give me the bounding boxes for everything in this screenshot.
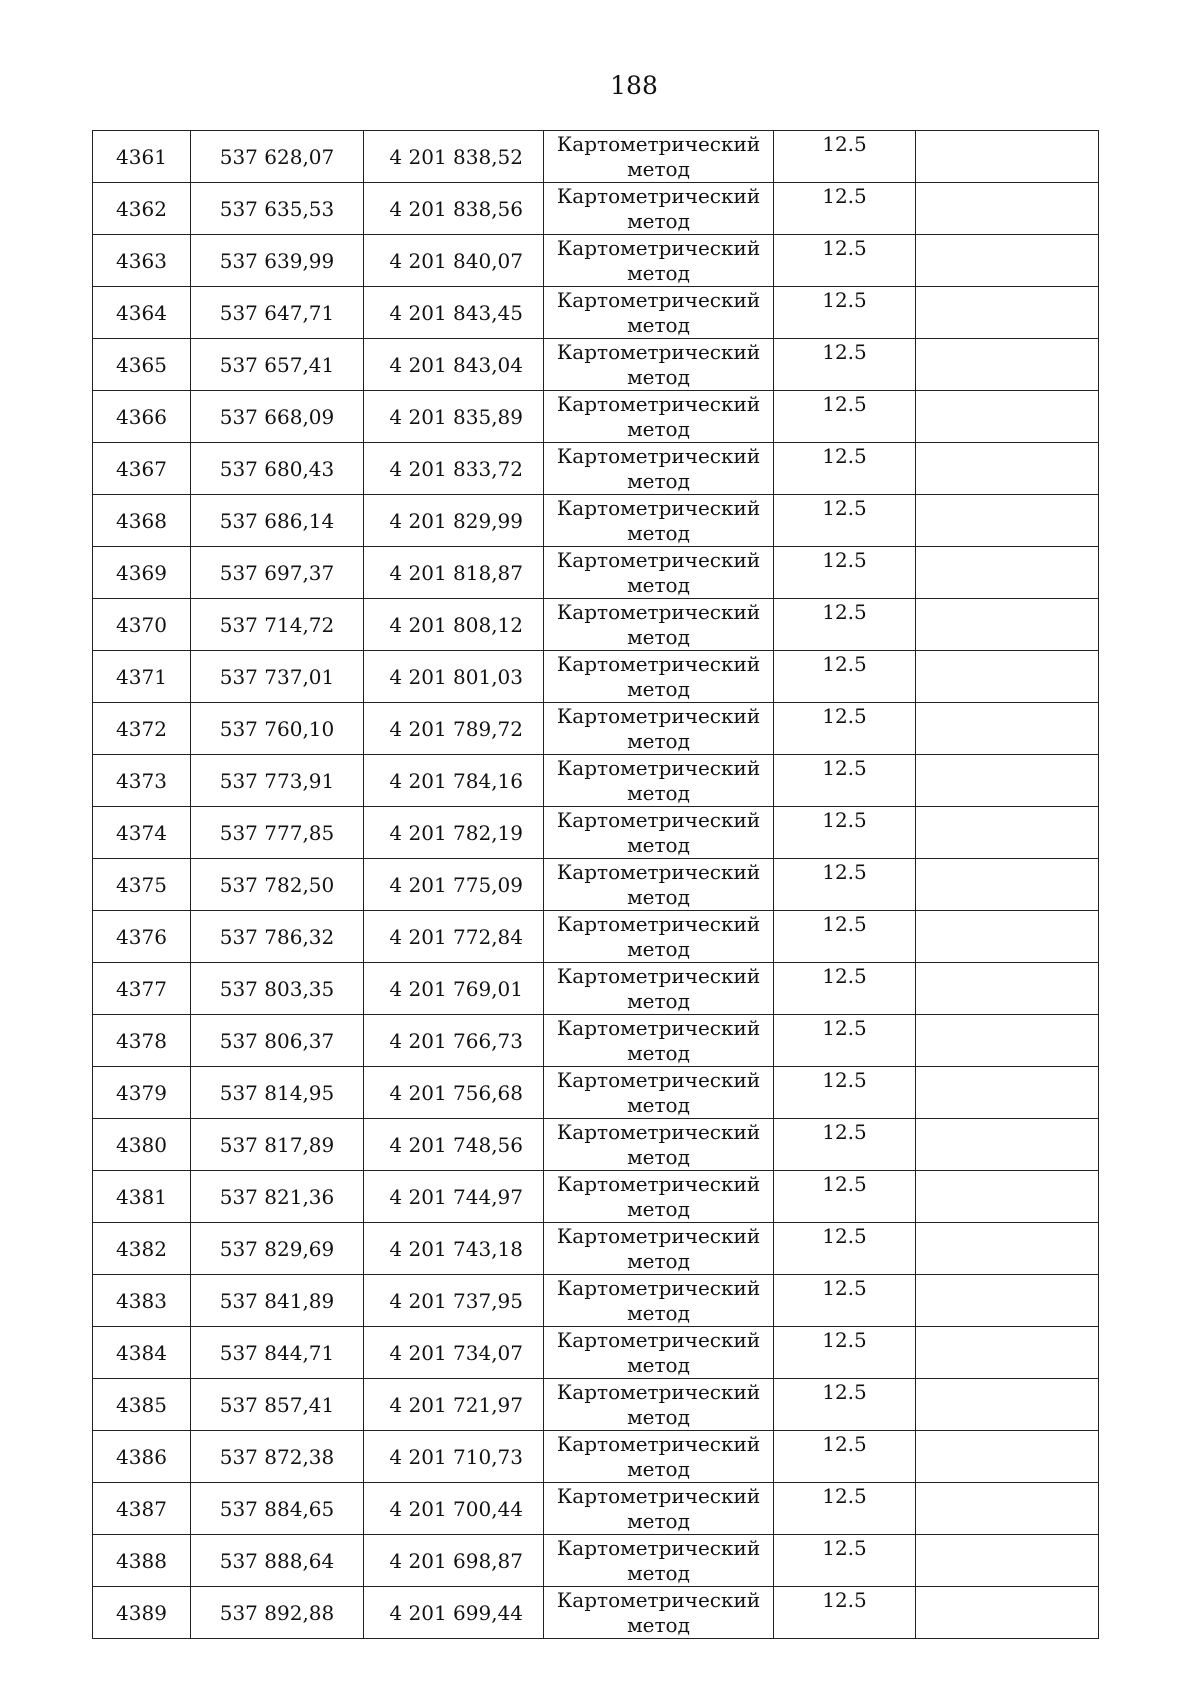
method-cell <box>544 807 774 859</box>
empty-cell <box>916 1379 1099 1431</box>
method-line-1: Картометрический <box>556 1484 761 1508</box>
table-row <box>93 703 1099 755</box>
point-number-cell: 4364 <box>93 287 191 339</box>
table-row <box>93 807 1099 859</box>
method-cell <box>544 131 774 183</box>
point-number-cell: 4368 <box>93 495 191 547</box>
coordinates-table <box>92 130 1099 1639</box>
y-coordinate-cell: 4 201 838,56 <box>364 183 544 235</box>
table-row <box>93 911 1099 963</box>
method-cell <box>544 859 774 911</box>
accuracy-cell: 12.5 <box>774 1119 916 1171</box>
method-cell <box>544 703 774 755</box>
accuracy-cell: 12.5 <box>774 1327 916 1379</box>
point-number-cell: 4383 <box>93 1275 191 1327</box>
accuracy-cell: 12.5 <box>774 443 916 495</box>
method-line-2: метод <box>627 209 690 233</box>
accuracy-cell: 12.5 <box>774 1483 916 1535</box>
method-cell <box>544 443 774 495</box>
method-line-2: метод <box>627 1405 690 1429</box>
table-row <box>93 287 1099 339</box>
accuracy-cell: 12.5 <box>774 1379 916 1431</box>
x-coordinate-cell: 537 714,72 <box>191 599 364 651</box>
method-line-1: Картометрический <box>556 184 761 208</box>
method-line-2: метод <box>627 1613 690 1637</box>
point-number-cell: 4369 <box>93 547 191 599</box>
accuracy-cell: 12.5 <box>774 599 916 651</box>
table-row <box>93 1275 1099 1327</box>
point-number-cell: 4386 <box>93 1431 191 1483</box>
method-line-1: Картометрический <box>556 652 761 676</box>
x-coordinate-cell: 537 844,71 <box>191 1327 364 1379</box>
table-row <box>93 235 1099 287</box>
table-row <box>93 1067 1099 1119</box>
method-line-2: метод <box>627 989 690 1013</box>
x-coordinate-cell: 537 635,53 <box>191 183 364 235</box>
point-number-cell: 4380 <box>93 1119 191 1171</box>
y-coordinate-cell: 4 201 756,68 <box>364 1067 544 1119</box>
method-line-2: метод <box>627 469 690 493</box>
y-coordinate-cell: 4 201 833,72 <box>364 443 544 495</box>
method-line-2: метод <box>627 677 690 701</box>
empty-cell <box>916 235 1099 287</box>
empty-cell <box>916 1587 1099 1639</box>
page-number: 188 <box>610 71 658 100</box>
method-cell <box>544 1275 774 1327</box>
method-line-2: метод <box>627 1353 690 1377</box>
method-cell <box>544 1379 774 1431</box>
method-line-2: метод <box>627 833 690 857</box>
accuracy-cell: 12.5 <box>774 755 916 807</box>
y-coordinate-cell: 4 201 748,56 <box>364 1119 544 1171</box>
method-line-2: метод <box>627 1509 690 1533</box>
y-coordinate-cell: 4 201 843,04 <box>364 339 544 391</box>
empty-cell <box>916 443 1099 495</box>
empty-cell <box>916 131 1099 183</box>
empty-cell <box>916 1223 1099 1275</box>
method-line-1: Картометрический <box>556 860 761 884</box>
table-row <box>93 1119 1099 1171</box>
y-coordinate-cell: 4 201 801,03 <box>364 651 544 703</box>
y-coordinate-cell: 4 201 843,45 <box>364 287 544 339</box>
point-number-cell: 4361 <box>93 131 191 183</box>
empty-cell <box>916 651 1099 703</box>
method-cell <box>544 495 774 547</box>
empty-cell <box>916 859 1099 911</box>
accuracy-cell: 12.5 <box>774 1587 916 1639</box>
method-line-1: Картометрический <box>556 548 761 572</box>
method-line-1: Картометрический <box>556 444 761 468</box>
point-number-cell: 4388 <box>93 1535 191 1587</box>
point-number-cell: 4362 <box>93 183 191 235</box>
empty-cell <box>916 495 1099 547</box>
accuracy-cell: 12.5 <box>774 911 916 963</box>
method-cell <box>544 287 774 339</box>
x-coordinate-cell: 537 821,36 <box>191 1171 364 1223</box>
x-coordinate-cell: 537 857,41 <box>191 1379 364 1431</box>
empty-cell <box>916 1275 1099 1327</box>
method-line-2: метод <box>627 885 690 909</box>
table-row <box>93 859 1099 911</box>
method-line-1: Картометрический <box>556 1432 761 1456</box>
x-coordinate-cell: 537 786,32 <box>191 911 364 963</box>
y-coordinate-cell: 4 201 818,87 <box>364 547 544 599</box>
method-line-1: Картометрический <box>556 1328 761 1352</box>
method-line-1: Картометрический <box>556 340 761 364</box>
x-coordinate-cell: 537 697,37 <box>191 547 364 599</box>
method-cell <box>544 339 774 391</box>
y-coordinate-cell: 4 201 700,44 <box>364 1483 544 1535</box>
method-cell <box>544 183 774 235</box>
point-number-cell: 4379 <box>93 1067 191 1119</box>
table-row <box>93 1431 1099 1483</box>
accuracy-cell: 12.5 <box>774 1275 916 1327</box>
point-number-cell: 4376 <box>93 911 191 963</box>
point-number-cell: 4387 <box>93 1483 191 1535</box>
method-line-1: Картометрический <box>556 704 761 728</box>
accuracy-cell: 12.5 <box>774 235 916 287</box>
method-cell <box>544 1431 774 1483</box>
method-line-1: Картометрический <box>556 1588 761 1612</box>
accuracy-cell: 12.5 <box>774 547 916 599</box>
y-coordinate-cell: 4 201 840,07 <box>364 235 544 287</box>
y-coordinate-cell: 4 201 782,19 <box>364 807 544 859</box>
accuracy-cell: 12.5 <box>774 651 916 703</box>
accuracy-cell: 12.5 <box>774 287 916 339</box>
point-number-cell: 4366 <box>93 391 191 443</box>
point-number-cell: 4384 <box>93 1327 191 1379</box>
accuracy-cell: 12.5 <box>774 859 916 911</box>
x-coordinate-cell: 537 657,41 <box>191 339 364 391</box>
method-line-1: Картометрический <box>556 1172 761 1196</box>
point-number-cell: 4381 <box>93 1171 191 1223</box>
empty-cell <box>916 1067 1099 1119</box>
method-line-1: Картометрический <box>556 1120 761 1144</box>
method-line-2: метод <box>627 417 690 441</box>
empty-cell <box>916 599 1099 651</box>
table-row <box>93 1015 1099 1067</box>
table-row <box>93 1223 1099 1275</box>
method-cell <box>544 1535 774 1587</box>
x-coordinate-cell: 537 841,89 <box>191 1275 364 1327</box>
method-cell <box>544 547 774 599</box>
method-cell <box>544 1119 774 1171</box>
y-coordinate-cell: 4 201 710,73 <box>364 1431 544 1483</box>
x-coordinate-cell: 537 814,95 <box>191 1067 364 1119</box>
table-row <box>93 547 1099 599</box>
accuracy-cell: 12.5 <box>774 495 916 547</box>
method-line-1: Картометрический <box>556 236 761 260</box>
y-coordinate-cell: 4 201 769,01 <box>364 963 544 1015</box>
y-coordinate-cell: 4 201 744,97 <box>364 1171 544 1223</box>
method-line-1: Картометрический <box>556 808 761 832</box>
method-line-2: метод <box>627 1561 690 1585</box>
y-coordinate-cell: 4 201 789,72 <box>364 703 544 755</box>
method-cell <box>544 391 774 443</box>
point-number-cell: 4372 <box>93 703 191 755</box>
empty-cell <box>916 1327 1099 1379</box>
empty-cell <box>916 807 1099 859</box>
empty-cell <box>916 755 1099 807</box>
accuracy-cell: 12.5 <box>774 339 916 391</box>
empty-cell <box>916 1483 1099 1535</box>
method-line-2: метод <box>627 365 690 389</box>
table-row <box>93 131 1099 183</box>
method-line-2: метод <box>627 261 690 285</box>
table-row <box>93 963 1099 1015</box>
method-line-2: метод <box>627 625 690 649</box>
point-number-cell: 4382 <box>93 1223 191 1275</box>
point-number-cell: 4363 <box>93 235 191 287</box>
y-coordinate-cell: 4 201 838,52 <box>364 131 544 183</box>
method-line-1: Картометрический <box>556 756 761 780</box>
method-cell <box>544 1223 774 1275</box>
y-coordinate-cell: 4 201 766,73 <box>364 1015 544 1067</box>
method-line-1: Картометрический <box>556 132 761 156</box>
method-line-1: Картометрический <box>556 964 761 988</box>
table-row <box>93 1587 1099 1639</box>
x-coordinate-cell: 537 817,89 <box>191 1119 364 1171</box>
x-coordinate-cell: 537 639,99 <box>191 235 364 287</box>
table-row <box>93 599 1099 651</box>
table-row <box>93 1327 1099 1379</box>
method-line-1: Картометрический <box>556 496 761 520</box>
point-number-cell: 4378 <box>93 1015 191 1067</box>
empty-cell <box>916 963 1099 1015</box>
y-coordinate-cell: 4 201 737,95 <box>364 1275 544 1327</box>
accuracy-cell: 12.5 <box>774 183 916 235</box>
empty-cell <box>916 703 1099 755</box>
method-cell <box>544 1327 774 1379</box>
accuracy-cell: 12.5 <box>774 807 916 859</box>
method-cell <box>544 755 774 807</box>
table-row <box>93 183 1099 235</box>
accuracy-cell: 12.5 <box>774 963 916 1015</box>
method-cell <box>544 1483 774 1535</box>
method-line-2: метод <box>627 781 690 805</box>
empty-cell <box>916 911 1099 963</box>
y-coordinate-cell: 4 201 808,12 <box>364 599 544 651</box>
accuracy-cell: 12.5 <box>774 1535 916 1587</box>
accuracy-cell: 12.5 <box>774 1171 916 1223</box>
x-coordinate-cell: 537 872,38 <box>191 1431 364 1483</box>
method-line-2: метод <box>627 1041 690 1065</box>
x-coordinate-cell: 537 686,14 <box>191 495 364 547</box>
point-number-cell: 4373 <box>93 755 191 807</box>
table-row <box>93 495 1099 547</box>
method-line-2: метод <box>627 573 690 597</box>
accuracy-cell: 12.5 <box>774 1223 916 1275</box>
table-row <box>93 1379 1099 1431</box>
accuracy-cell: 12.5 <box>774 131 916 183</box>
empty-cell <box>916 1535 1099 1587</box>
method-line-1: Картометрический <box>556 392 761 416</box>
x-coordinate-cell: 537 782,50 <box>191 859 364 911</box>
point-number-cell: 4371 <box>93 651 191 703</box>
table-row <box>93 651 1099 703</box>
method-line-2: метод <box>627 313 690 337</box>
method-line-1: Картометрический <box>556 912 761 936</box>
x-coordinate-cell: 537 884,65 <box>191 1483 364 1535</box>
method-cell <box>544 1067 774 1119</box>
point-number-cell: 4367 <box>93 443 191 495</box>
point-number-cell: 4374 <box>93 807 191 859</box>
table-row <box>93 1535 1099 1587</box>
table-row <box>93 339 1099 391</box>
y-coordinate-cell: 4 201 743,18 <box>364 1223 544 1275</box>
accuracy-cell: 12.5 <box>774 1067 916 1119</box>
table-row <box>93 443 1099 495</box>
y-coordinate-cell: 4 201 775,09 <box>364 859 544 911</box>
method-cell <box>544 1587 774 1639</box>
empty-cell <box>916 1431 1099 1483</box>
x-coordinate-cell: 537 803,35 <box>191 963 364 1015</box>
x-coordinate-cell: 537 888,64 <box>191 1535 364 1587</box>
empty-cell <box>916 547 1099 599</box>
method-line-2: метод <box>627 521 690 545</box>
empty-cell <box>916 391 1099 443</box>
method-line-2: метод <box>627 157 690 181</box>
point-number-cell: 4389 <box>93 1587 191 1639</box>
x-coordinate-cell: 537 737,01 <box>191 651 364 703</box>
y-coordinate-cell: 4 201 734,07 <box>364 1327 544 1379</box>
method-cell <box>544 963 774 1015</box>
y-coordinate-cell: 4 201 699,44 <box>364 1587 544 1639</box>
empty-cell <box>916 1119 1099 1171</box>
empty-cell <box>916 183 1099 235</box>
method-line-1: Картометрический <box>556 1380 761 1404</box>
empty-cell <box>916 1171 1099 1223</box>
method-line-2: метод <box>627 1249 690 1273</box>
accuracy-cell: 12.5 <box>774 1015 916 1067</box>
method-cell <box>544 1171 774 1223</box>
method-line-1: Картометрический <box>556 1016 761 1040</box>
y-coordinate-cell: 4 201 698,87 <box>364 1535 544 1587</box>
method-line-2: метод <box>627 1301 690 1325</box>
method-cell <box>544 235 774 287</box>
x-coordinate-cell: 537 777,85 <box>191 807 364 859</box>
x-coordinate-cell: 537 628,07 <box>191 131 364 183</box>
method-line-2: метод <box>627 1093 690 1117</box>
table-row <box>93 1171 1099 1223</box>
y-coordinate-cell: 4 201 829,99 <box>364 495 544 547</box>
x-coordinate-cell: 537 647,71 <box>191 287 364 339</box>
method-line-2: метод <box>627 729 690 753</box>
table-row <box>93 391 1099 443</box>
method-line-1: Картометрический <box>556 1068 761 1092</box>
accuracy-cell: 12.5 <box>774 703 916 755</box>
method-cell <box>544 911 774 963</box>
point-number-cell: 4365 <box>93 339 191 391</box>
accuracy-cell: 12.5 <box>774 1431 916 1483</box>
y-coordinate-cell: 4 201 772,84 <box>364 911 544 963</box>
table-body <box>93 131 1099 1639</box>
method-cell <box>544 1015 774 1067</box>
x-coordinate-cell: 537 760,10 <box>191 703 364 755</box>
point-number-cell: 4377 <box>93 963 191 1015</box>
y-coordinate-cell: 4 201 784,16 <box>364 755 544 807</box>
x-coordinate-cell: 537 806,37 <box>191 1015 364 1067</box>
table-row <box>93 755 1099 807</box>
method-line-1: Картометрический <box>556 600 761 624</box>
x-coordinate-cell: 537 680,43 <box>191 443 364 495</box>
empty-cell <box>916 339 1099 391</box>
x-coordinate-cell: 537 829,69 <box>191 1223 364 1275</box>
accuracy-cell: 12.5 <box>774 391 916 443</box>
method-line-1: Картометрический <box>556 1536 761 1560</box>
y-coordinate-cell: 4 201 721,97 <box>364 1379 544 1431</box>
x-coordinate-cell: 537 892,88 <box>191 1587 364 1639</box>
x-coordinate-cell: 537 773,91 <box>191 755 364 807</box>
empty-cell <box>916 1015 1099 1067</box>
y-coordinate-cell: 4 201 835,89 <box>364 391 544 443</box>
method-cell <box>544 599 774 651</box>
method-line-2: метод <box>627 1145 690 1169</box>
point-number-cell: 4375 <box>93 859 191 911</box>
point-number-cell: 4385 <box>93 1379 191 1431</box>
table-row <box>93 1483 1099 1535</box>
method-line-1: Картометрический <box>556 288 761 312</box>
x-coordinate-cell: 537 668,09 <box>191 391 364 443</box>
point-number-cell: 4370 <box>93 599 191 651</box>
method-line-2: метод <box>627 1197 690 1221</box>
method-line-1: Картометрический <box>556 1224 761 1248</box>
method-line-1: Картометрический <box>556 1276 761 1300</box>
method-line-2: метод <box>627 937 690 961</box>
method-line-2: метод <box>627 1457 690 1481</box>
method-cell <box>544 651 774 703</box>
empty-cell <box>916 287 1099 339</box>
